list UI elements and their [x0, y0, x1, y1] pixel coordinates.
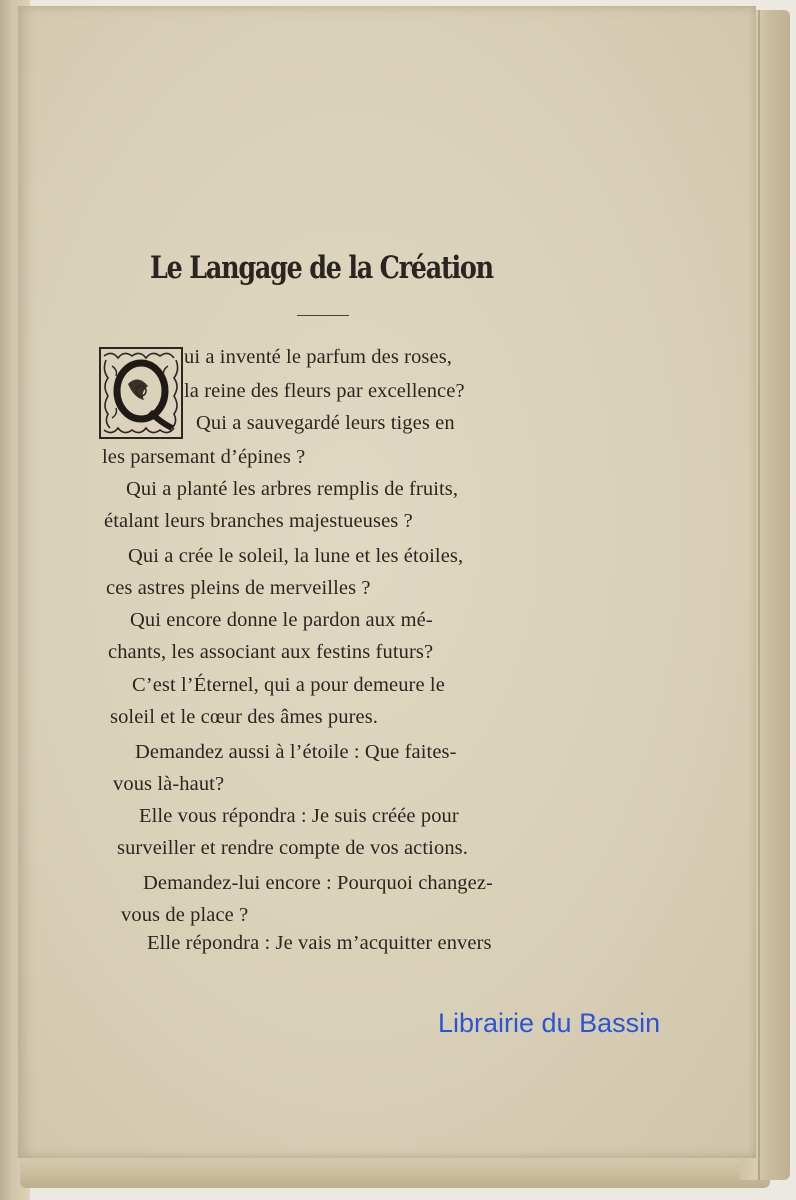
text-line: Demandez aussi à l’étoile : Que faites-	[135, 741, 457, 763]
page-title: Le Langage de la Création	[150, 250, 493, 286]
text-line: Qui a sauvegardé leurs tiges en	[196, 412, 455, 434]
text-line: vous de place ?	[121, 904, 249, 926]
text-line: vous là-haut?	[113, 773, 225, 795]
text-line: la reine des fleurs par excellence?	[184, 380, 465, 402]
text-line: étalant leurs branches majestueuses ?	[104, 510, 413, 532]
watermark-text: Librairie du Bassin	[438, 1008, 661, 1038]
text-line: soleil et le cœur des âmes pures.	[110, 706, 379, 728]
text-line: Qui a crée le soleil, la lune et les étoiles,	[128, 545, 464, 567]
text-line: Demandez-lui encore : Pourquoi changez-	[143, 872, 493, 894]
text-line: chants, les associant aux festins futurs?	[108, 641, 434, 663]
ornamental-dropcap-icon	[98, 346, 184, 440]
text-line: Qui a planté les arbres remplis de fruits,	[126, 478, 459, 500]
title-rule	[297, 315, 349, 316]
text-line: ui a inventé le parfum des roses,	[184, 346, 453, 368]
text-line: surveiller et rendre compte de vos actions.	[117, 837, 468, 859]
text-line: Elle vous répondra : Je suis créée pour	[139, 805, 459, 827]
text-line: les parsemant d’épines ?	[102, 446, 306, 468]
text-line: ces astres pleins de merveilles ?	[106, 577, 371, 599]
text-line: C’est l’Éternel, qui a pour demeure le	[132, 674, 445, 696]
text-line: Elle répondra : Je vais m’acquitter envers	[147, 932, 492, 954]
text-line: Qui encore donne le pardon aux mé-	[130, 609, 433, 631]
